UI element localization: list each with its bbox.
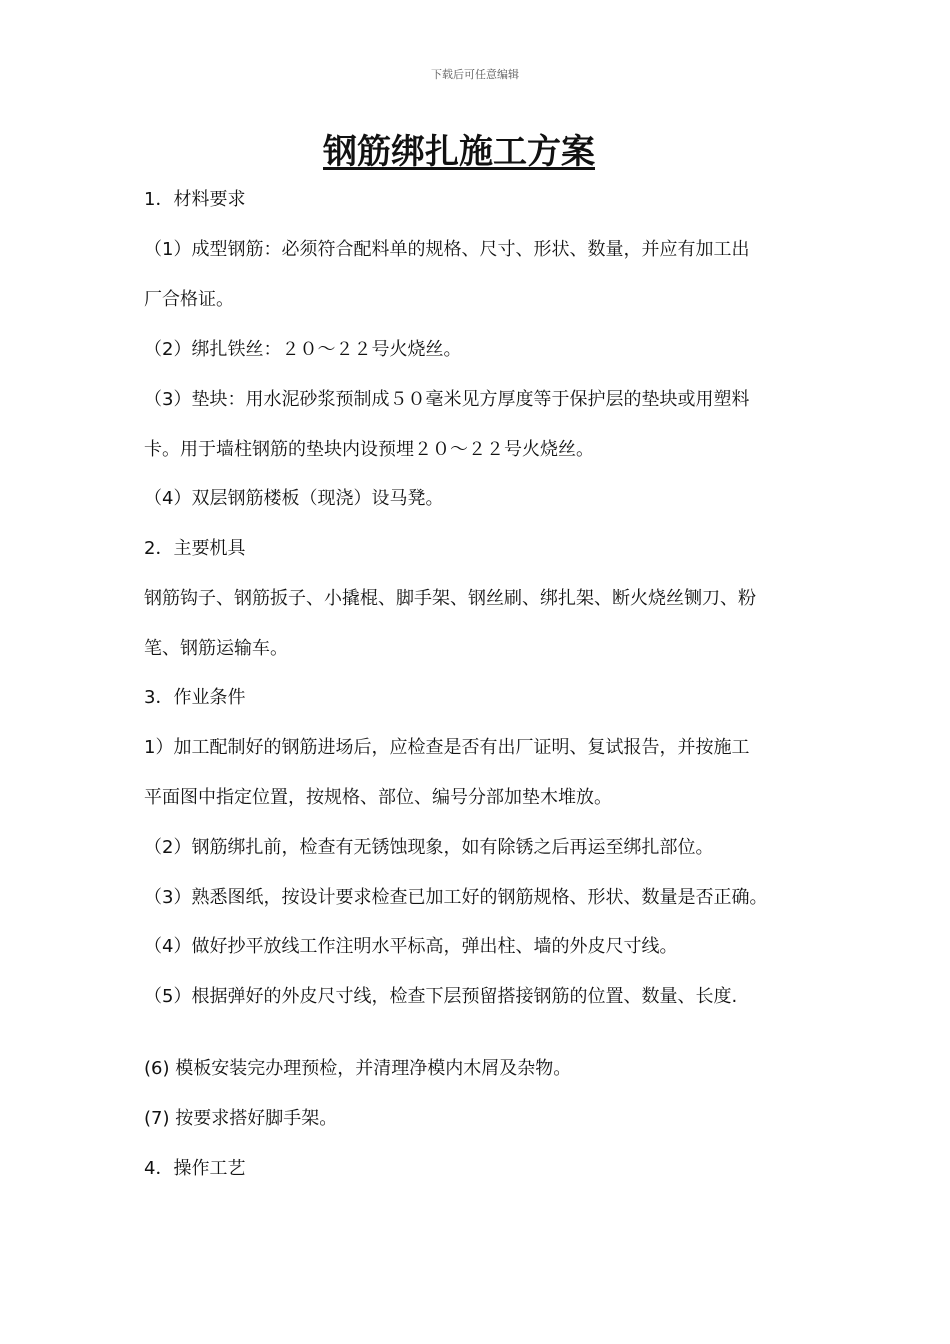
section-heading-tools: 2．主要机具: [144, 538, 246, 559]
section-heading-conditions: 3．作业条件: [144, 687, 246, 708]
paragraph-line: 平面图中指定位置，按规格、部位、编号分部加垫木堆放。: [144, 787, 612, 808]
document-title-text: 钢筋绑扎施工方案: [323, 132, 595, 172]
paragraph-line: （5）根据弹好的外皮尺寸线，检查下层预留搭接钢筋的位置、数量、长度.: [144, 986, 738, 1007]
paragraph-line: (7) 按要求搭好脚手架。: [144, 1108, 338, 1129]
paragraph-line: 1）加工配制好的钢筋进场后，应检查是否有出厂证明、复试报告，并按施工: [144, 737, 750, 758]
paragraph-line: 钢筋钩子、钢筋扳子、小撬棍、脚手架、钢丝刷、绑扎架、断火烧丝铡刀、粉: [144, 588, 756, 609]
paragraph-line: （3）垫块：用水泥砂浆预制成５０毫米见方厚度等于保护层的垫块或用塑料: [144, 389, 750, 410]
section-heading-materials: 1．材料要求: [144, 189, 246, 210]
paragraph-line: （2）绑扎铁丝：２０～２２号火烧丝。: [144, 339, 462, 360]
page-header-note: 下载后可任意编辑: [431, 68, 519, 81]
paragraph-line: （3）熟悉图纸，按设计要求检查已加工好的钢筋规格、形状、数量是否正确。: [144, 887, 768, 908]
paragraph-line: （1）成型钢筋：必须符合配料单的规格、尺寸、形状、数量，并应有加工出: [144, 239, 750, 260]
document-title: [0, 130, 918, 174]
paragraph-line: （2）钢筋绑扎前，检查有无锈蚀现象，如有除锈之后再运至绑扎部位。: [144, 837, 714, 858]
paragraph-line: 厂合格证。: [144, 289, 234, 310]
paragraph-line: 卡。用于墙柱钢筋的垫块内设预埋２０～２２号火烧丝。: [144, 439, 594, 460]
paragraph-line: (6) 模板安装完办理预检，并清理净模内木屑及杂物。: [144, 1058, 572, 1079]
paragraph-line: （4）做好抄平放线工作注明水平标高，弹出柱、墙的外皮尺寸线。: [144, 936, 678, 957]
paragraph-line: （4）双层钢筋楼板（现浇）设马凳。: [144, 488, 444, 509]
paragraph-line: 笔、钢筋运输车。: [144, 638, 288, 659]
section-heading-process: 4．操作工艺: [144, 1158, 246, 1179]
